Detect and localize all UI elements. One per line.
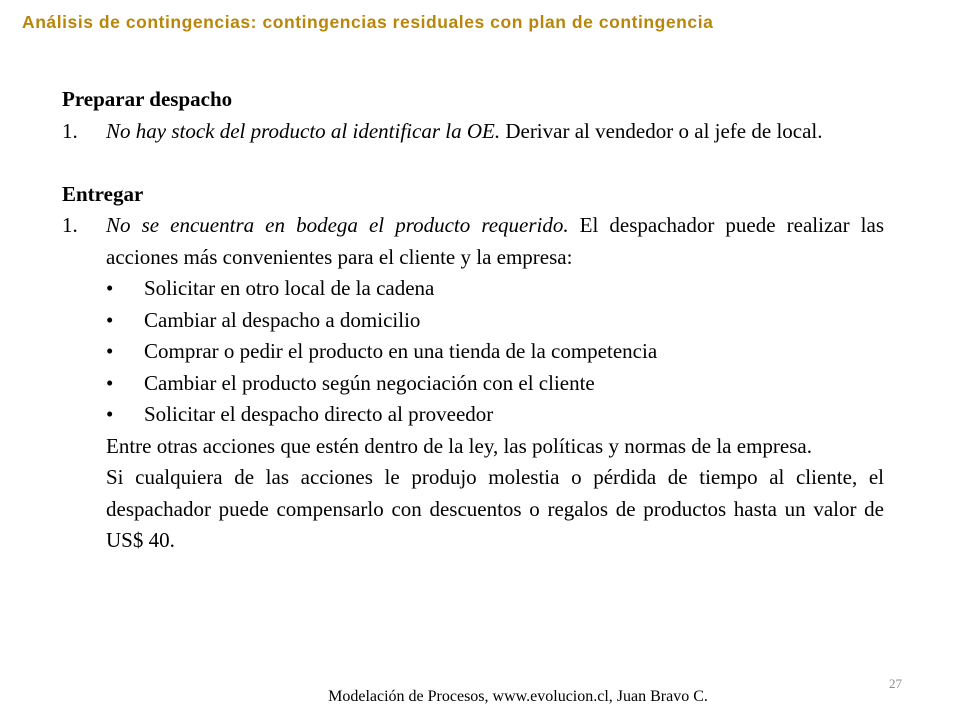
page-number: 27 — [889, 676, 902, 691]
slide-content — [62, 84, 884, 557]
bullet-icon: • — [106, 402, 114, 426]
section-heading-preparar-despacho: Preparar despacho — [62, 87, 233, 111]
contingency-action: El despachador puede realizar las acciones más convenientes para el cliente y la empresa: — [106, 213, 884, 269]
bullet-text: Cambiar el producto según negociación con el cliente — [144, 370, 595, 395]
bullet-text: Comprar o pedir el producto en una tienda de la competencia — [144, 339, 658, 363]
slide-title: Análisis de contingencias: contingencias residuales con plan de contingencia — [22, 12, 714, 32]
paragraph-other-actions: Entre otras acciones que estén dentro de la ley, las políticas y normas de la empresa. — [106, 433, 812, 458]
bullet-item — [106, 399, 884, 431]
contingency-action: Derivar al vendedor o al jefe de local. — [500, 118, 823, 143]
bullet-item — [106, 273, 884, 305]
bullet-item — [106, 305, 884, 337]
bullet-icon: • — [106, 339, 114, 363]
section-spacer — [62, 147, 884, 179]
bullet-icon: • — [106, 276, 114, 300]
list-item-body — [106, 116, 884, 148]
actions-bullet-list — [106, 273, 884, 431]
bullet-text: Solicitar el despacho directo al proveedor — [144, 402, 494, 426]
list-item-entregar-1 — [62, 210, 884, 557]
bullet-text: Cambiar al despacho a domicilio — [144, 307, 421, 332]
contingency-condition: No se encuentra en bodega el producto requerido. — [106, 213, 569, 237]
contingency-condition: No hay stock del producto al identificar la OE. — [106, 118, 501, 143]
list-item-preparar-1 — [62, 116, 884, 148]
bullet-icon: • — [106, 370, 114, 395]
bullet-item — [106, 368, 884, 400]
bullet-icon: • — [106, 307, 114, 332]
paragraph-compensation: Si cualquiera de las acciones le produjo molestia o pérdida de tiempo al cliente, el despachador puede compensarlo con descuentos o regalos de productos hasta un valor de US$ 40. — [106, 465, 884, 552]
contingency-description — [106, 210, 884, 273]
list-number: 1. — [62, 118, 78, 143]
footer-credit: Modelación de Procesos, www.evolucion.cl, Juan Bravo C. — [328, 688, 708, 705]
bullet-text: Solicitar en otro local de la cadena — [144, 276, 435, 300]
section-heading-entregar: Entregar — [62, 181, 144, 206]
list-item-body — [106, 210, 884, 557]
list-number: 1. — [62, 213, 78, 237]
bullet-item — [106, 336, 884, 368]
